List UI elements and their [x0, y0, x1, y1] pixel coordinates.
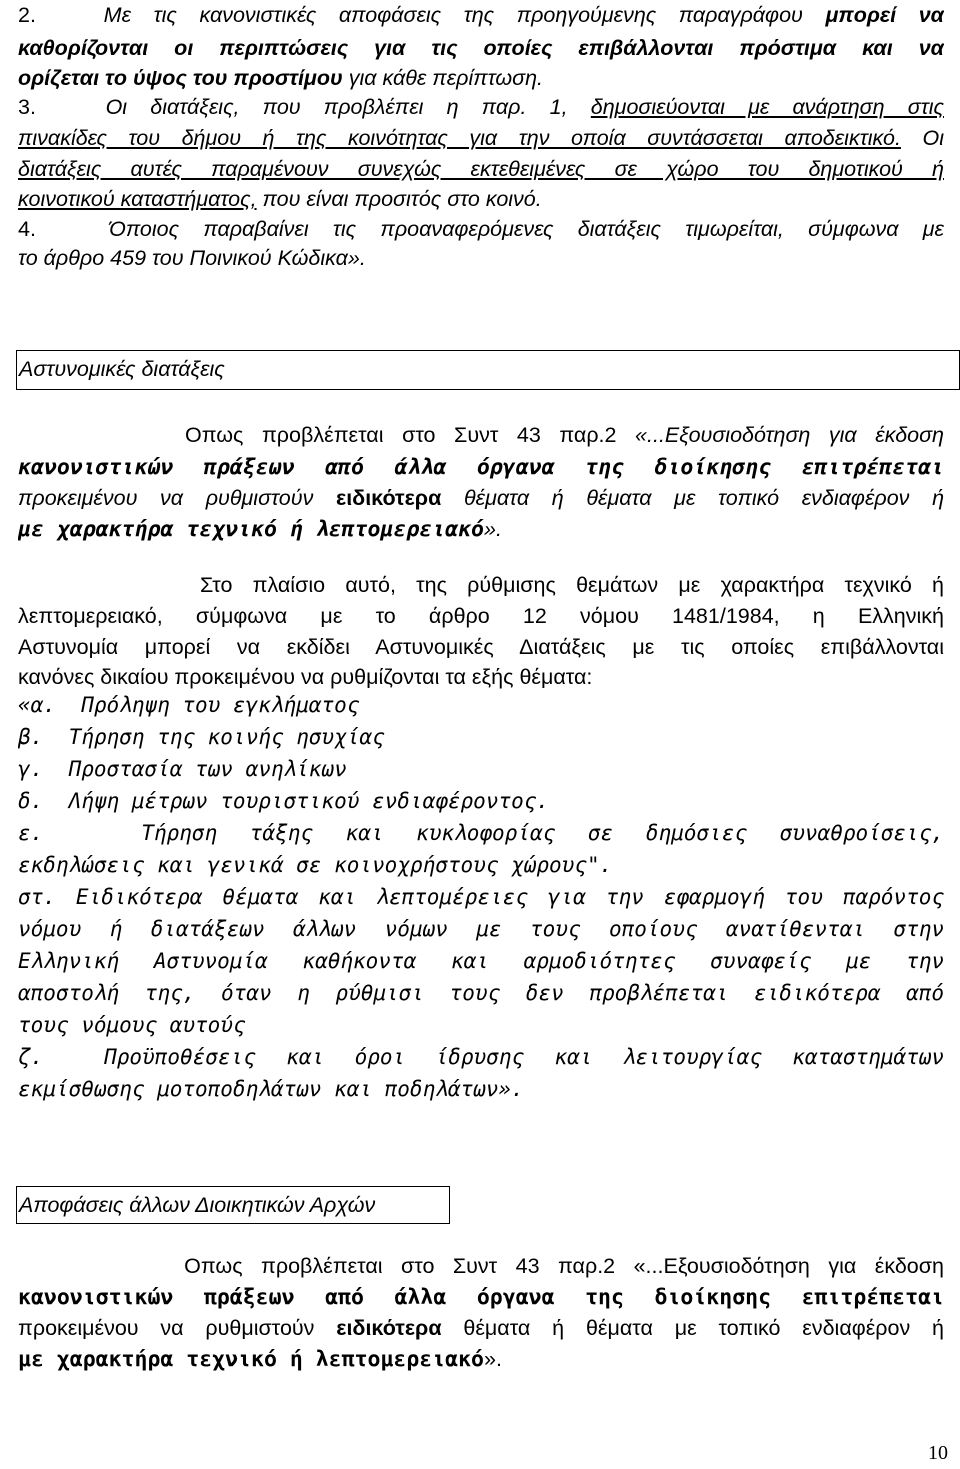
- paragraph-line: [18, 33, 944, 64]
- text-run: «...Εξουσιοδότηση για έκδοση: [635, 423, 944, 447]
- text-run: Οπως προβλέπεται στο Συντ 43 παρ.2: [18, 423, 636, 447]
- text-run: προκειμένου να ρυθμιστούν: [18, 486, 336, 510]
- list-item: [18, 882, 944, 914]
- text-run: για κάθε περίπτωση.: [342, 66, 544, 90]
- text-run: ».: [484, 1347, 502, 1371]
- text-run: Οπως προβλέπεται στο Συντ 43 παρ.2 «...Εξουσιοδότηση για έκδοση: [18, 1254, 944, 1278]
- list-item: [18, 754, 944, 786]
- text-run: Οι διατάξεις, που προβλέπει η παρ. 1,: [105, 95, 591, 119]
- text-run: διατάξεις αυτές παραμένουν συνεχώς εκτεθειμένες σε χώρο του δημοτικού ή: [18, 157, 944, 181]
- paragraph-line: [18, 154, 944, 185]
- section2-paragraph-line: [18, 1282, 944, 1313]
- section1-paragraph-line: [18, 420, 944, 451]
- section1-paragraph-line: [18, 570, 944, 601]
- paragraph-line: [18, 184, 944, 215]
- text-run: ειδικότερα: [336, 1316, 442, 1340]
- text-run: τους νόμους αυτούς: [18, 1013, 246, 1037]
- section1-paragraph-line: [18, 483, 944, 514]
- text-run: ζ. Προϋποθέσεις και όροι ίδρυσης και λειτουργίας καταστημάτων: [18, 1045, 944, 1069]
- list-item: [18, 1010, 944, 1042]
- section1-paragraph-line: [18, 632, 944, 663]
- section2-paragraph-line: [18, 1344, 944, 1375]
- list-item: [18, 850, 944, 882]
- text-run: μπορεί να: [825, 3, 944, 27]
- text-run: Αστυνομία μπορεί να εκδίδει Αστυνομικές Διατάξεις με τις οποίες επιβάλλονται: [18, 635, 944, 659]
- text-run: 3.: [18, 95, 106, 119]
- text-run: δ. Λήψη μέτρων τουριστικού ενδιαφέροντος.: [18, 789, 550, 813]
- text-run: δημοσιεύονται με ανάρτηση στις: [590, 95, 944, 119]
- text-run: ».: [484, 517, 502, 541]
- section1-paragraph-line: [18, 601, 944, 632]
- text-run: θέματα ή θέματα με τοπικό ενδιαφέρον ή: [441, 486, 944, 510]
- page-number: 10: [928, 1442, 948, 1464]
- list-item: [18, 946, 944, 978]
- text-run: αποστολή της, όταν η ρύθμισι τους δεν προβλέπεται ειδικότερα από: [18, 981, 944, 1005]
- text-run: 4.: [18, 217, 109, 241]
- text-run: που είναι προσιτός στο κοινό.: [256, 187, 542, 211]
- list-item: [18, 1074, 944, 1106]
- section-heading-police-regulations: Αστυνομικές διατάξεις: [16, 350, 960, 390]
- text-run: Οι: [900, 126, 944, 150]
- paragraph-line: [18, 63, 944, 94]
- text-run: με χαρακτήρα τεχνικό ή λεπτομερειακό: [18, 517, 484, 542]
- text-run: ειδικότερα: [335, 486, 442, 510]
- text-run: κανονιστικών πράξεων από άλλα όργανα της διοίκησης επιτρέπεται: [18, 455, 944, 480]
- text-run: στ. Ειδικότερα θέματα και λεπτομέρειες για την εφαρμογή του παρόντος: [18, 885, 944, 909]
- paragraph-line: [18, 243, 944, 274]
- text-run: νόμου ή διατάξεων άλλων νόμων με τους οποίους ανατίθενται στην: [18, 917, 944, 941]
- section1-paragraph-line: [18, 452, 944, 483]
- section1-paragraph-line: [18, 662, 944, 693]
- text-run: εκδηλώσεις και γενικά σε κοινοχρήστους χώρους".: [18, 853, 613, 877]
- paragraph-line: [18, 214, 944, 245]
- section1-paragraph-line: [18, 514, 944, 545]
- text-run: το άρθρο 459 του Ποινικού Κώδικα».: [18, 246, 366, 270]
- paragraph-line: [18, 0, 944, 31]
- text-run: με χαρακτήρα τεχνικό ή λεπτομερειακό: [18, 1347, 484, 1372]
- list-item: [18, 978, 944, 1010]
- text-run: θέματα ή θέματα με τοπικό ενδιαφέρον ή: [441, 1316, 944, 1340]
- text-run: ε. Τήρηση τάξης και κυκλοφορίας σε δημόσιες συναθροίσεις,: [18, 821, 944, 845]
- list-item: [18, 914, 944, 946]
- list-item: [18, 690, 944, 722]
- text-run: κανονιστικών πράξεων από άλλα όργανα της διοίκησης επιτρέπεται: [18, 1285, 944, 1310]
- list-item: [18, 818, 944, 850]
- text-run: εκμίσθωσης μοτοποδηλάτων και ποδηλάτων».: [18, 1077, 524, 1101]
- text-run: Με τις κανονιστικές αποφάσεις της προηγούμενης παραγράφου: [103, 3, 826, 27]
- paragraph-line: [18, 92, 944, 123]
- text-run: Στο πλαίσιο αυτό, της ρύθμισης θεμάτων με χαρακτήρα τεχνικό ή: [18, 573, 944, 597]
- section-heading-other-authorities: Αποφάσεις άλλων Διοικητικών Αρχών: [16, 1186, 450, 1224]
- text-run: «α. Πρόληψη του εγκλήματος: [18, 693, 360, 717]
- text-run: λεπτομερειακό, σύμφωνα με το άρθρο 12 νόμου 1481/1984, η Ελληνική: [18, 604, 944, 628]
- text-run: ορίζεται το ύψος του προστίμου: [18, 66, 343, 90]
- text-run: Ελληνική Αστυνομία καθήκοντα και αρμοδιότητες συναφείς με την: [18, 949, 944, 973]
- text-run: καθορίζονται οι περιπτώσεις για τις οποίες επιβάλλονται πρόστιμα και να: [18, 36, 944, 60]
- text-run: γ. Προστασία των ανηλίκων: [18, 757, 347, 781]
- list-item: [18, 722, 944, 754]
- text-run: β. Τήρηση της κοινής ησυχίας: [18, 725, 385, 749]
- list-item: [18, 1042, 944, 1074]
- text-run: κοινοτικού καταστήματος,: [18, 187, 257, 211]
- text-run: 2.: [18, 3, 104, 27]
- paragraph-line: [18, 123, 944, 154]
- text-run: προκειμένου να ρυθμιστούν: [18, 1316, 337, 1340]
- section2-paragraph-line: [18, 1251, 944, 1282]
- text-run: πινακίδες του δήμου ή της κοινότητας για την οποία συντάσσεται αποδεικτικό.: [18, 126, 901, 150]
- text-run: κανόνες δικαίου προκειμένου να ρυθμίζονται τα εξής θέματα:: [18, 665, 593, 689]
- section2-paragraph-line: [18, 1313, 944, 1344]
- list-item: [18, 786, 944, 818]
- text-run: Όποιος παραβαίνει τις προαναφερόμενες διατάξεις τιμωρείται, σύμφωνα με: [108, 217, 944, 241]
